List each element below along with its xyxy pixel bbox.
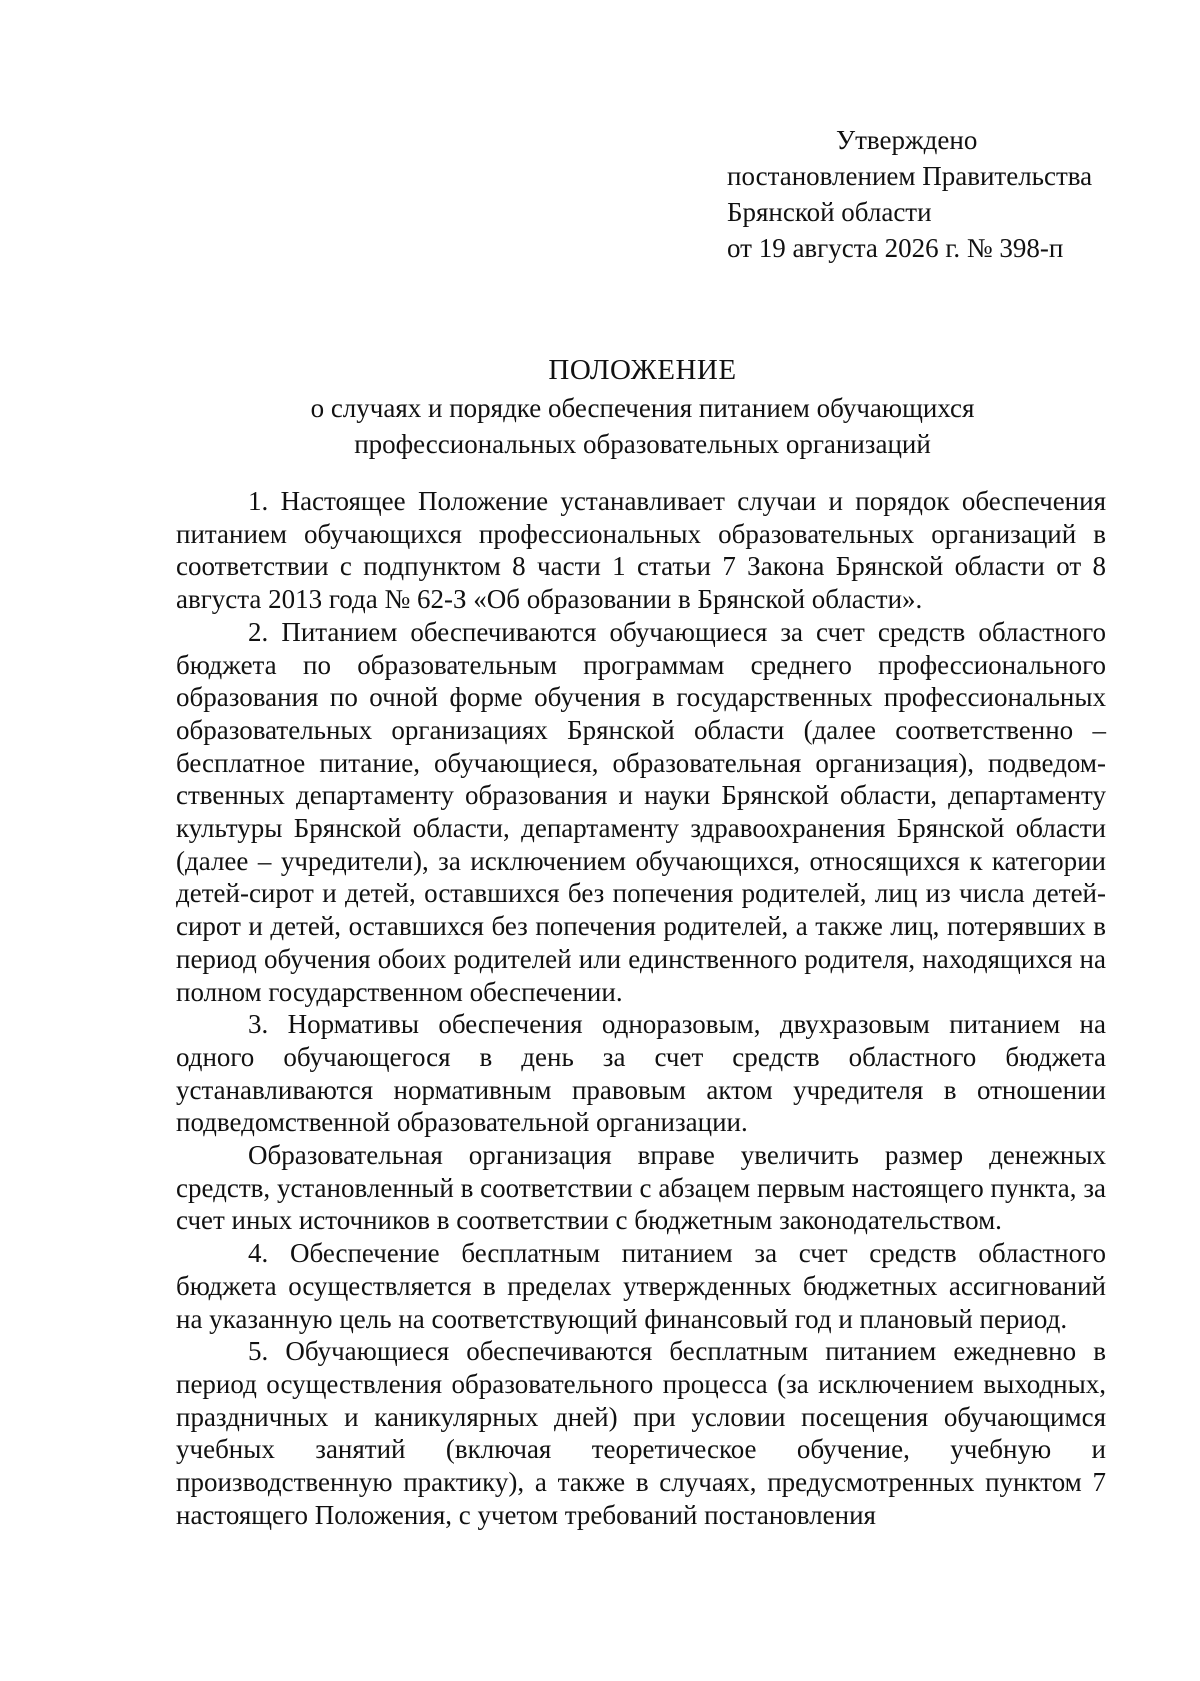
approval-line-date-number: от 19 августа 2026 г. № 398-п xyxy=(727,233,1064,263)
paragraph-4: 4. Обеспечение бесплатным питанием за счет средств областного бюджета осуществляется в пределах утвержденных бюджетных ассигнований на указанную цель на соответствующий финансовый год и плановый период. xyxy=(176,1238,1106,1334)
document-title: ПОЛОЖЕНИЕ xyxy=(548,354,737,386)
document-body xyxy=(176,485,1106,1532)
document-subtitle-line-1: о случаях и порядке обеспечения питанием обучающихся xyxy=(310,393,975,423)
paragraph-3-second-part: Образовательная организация вправе увеличить размер денежных средств, установленный в соответствии с абзацем первым настоящего пункта, за счет иных источников в соответствии с бюджетным законодательством. xyxy=(176,1140,1106,1236)
approval-line-resolution: постановлением Правительства xyxy=(727,161,1093,191)
approval-line-region: Брянской области xyxy=(727,197,932,227)
paragraph-2: 2. Питанием обеспечиваются обучающиеся за счет средств областного бюджета по образовательным программам среднего профессионального образования по очной форме обучения в государственных профессиональных образовательных организациях Брянской области (далее соответственно – бесплатное питание, обучающиеся, образовательная организация), подведомственных департаменту образования и науки Брянской области, департаменту культуры Брянской области, департаменту здравоохранения Брянской области (далее – учредители), за исключением обучающихся, относящихся к категории детей-сирот и детей, оставшихся без попечения родителей, лиц из числа детей-сирот и детей, оставшихся без попечения родителей, а также лиц, потерявших в период обучения обоих родителей или единственного родителя, находящихся на полном государственном обеспечении. xyxy=(176,616,1106,1007)
paragraph-3: 3. Нормативы обеспечения одноразовым, двухразовым питанием на одного обучающегося в день за счет средств областного бюджета устанавливаются нормативным правовым актом учредителя в отношении подведомственной образовательной организации. xyxy=(176,1009,1106,1138)
approval-block xyxy=(727,122,1092,266)
paragraph-5: 5. Обучающиеся обеспечиваются бесплатным питанием ежедневно в период осуществления образовательного процесса (за исключением выходных, праздничных и каникулярных дней) при условии посещения обучающимся учебных занятий (включая теоретическое обучение, учебную и производственную практику), а также в случаях, предусмотренных пунктом 7 настоящего Положения, с учетом требований постановления xyxy=(176,1336,1106,1530)
document-heading xyxy=(180,352,1105,462)
document-subtitle-line-2: профессиональных образовательных организаций xyxy=(354,429,931,459)
paragraph-1: 1. Настоящее Положение устанавливает случаи и порядок обеспечения питанием обучающихся профессиональных образовательных организаций в соответствии с подпунктом 8 части 1 статьи 7 Закона Брянской области от 8 августа 2013 года № 62-З «Об образовании в Брянской области». xyxy=(176,486,1106,615)
approval-line-approved: Утверждено xyxy=(836,125,978,155)
